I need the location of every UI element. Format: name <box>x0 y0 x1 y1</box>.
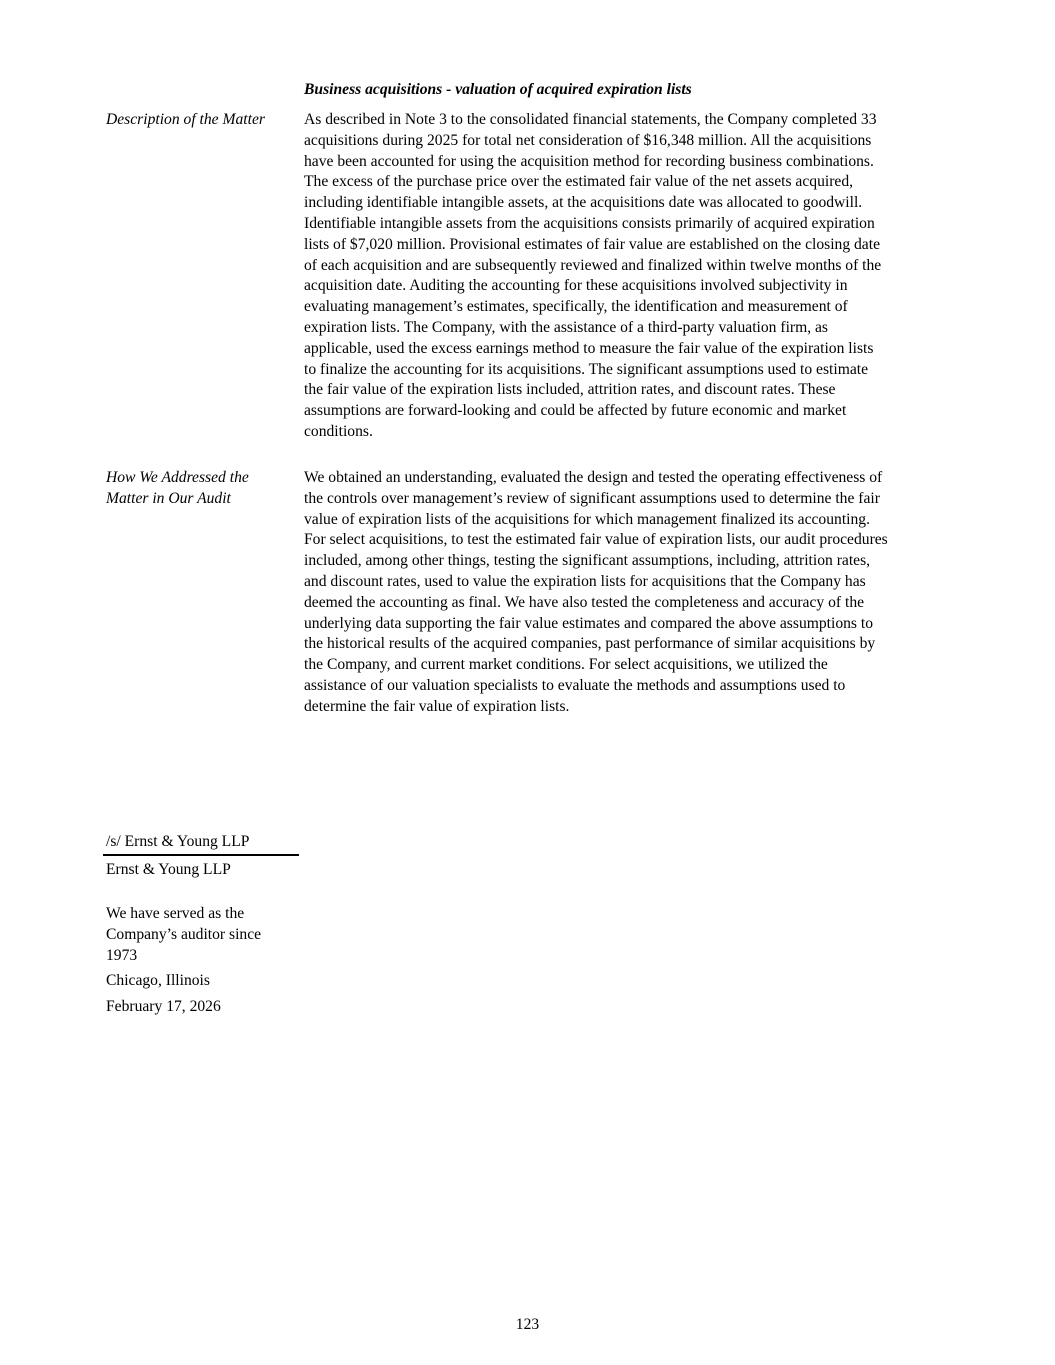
audit-response-paragraph: We obtained an understanding, evaluated the design and tested the operating effectiveness of the controls over management’s review of significant assumptions used to determine the fair value of expiration lists of the acquisitions for which management finalized its accounting. For select acquisitions, to test the estimated fair value of expiration lists, our audit procedures included, among other things, testing the significant assumptions, including, attrition rates, and discount rates, used to value the expiration lists for acquisitions that the Company has deemed the accounting as final. We have also tested the completeness and accuracy of the underlying data supporting the fair value estimates and compared the above assumptions to the historical results of the acquired companies, past performance of similar acquisitions by the Company, and current market conditions. For select acquisitions, we utilized the assistance of our valuation specialists to evaluate the methods and assumptions used to determine the fair value of expiration lists. <box>304 469 888 715</box>
signature-block <box>103 832 299 881</box>
firm-name: Ernst & Young LLP <box>106 861 231 878</box>
audit-response-label: How We Addressed the Matter in Our Audit <box>106 469 249 507</box>
description-paragraph: As described in Note 3 to the consolidated financial statements, the Company completed 33 acquisitions during 2025 for total net consideration of $16,348 million. All the acquisitions have been accounted for using the acquisition method for recording business combinations. The excess of the purchase price over the estimated fair value of the net assets acquired, including identifiable intangible assets, at the acquisitions date was allocated to goodwill. Identifiable intangible assets from the acquisitions consists primarily of acquired expiration lists of $7,020 million. Provisional estimates of fair value are established on the closing date of each acquisition and are subsequently reviewed and finalized within twelve months of the acquisition date. Auditing the accounting for these acquisitions involved subjectivity in evaluating management’s estimates, specifically, the identification and measurement of expiration lists. The Company, with the assistance of a third-party valuation firm, as applicable, used the excess earnings method to measure the fair value of the expiration lists to finalize the accounting for its acquisitions. The significant assumptions used to estimate the fair value of the expiration lists included, attrition rates, and discount rates. These assumptions are forward-looking and could be affected by future economic and market conditions. <box>304 111 882 440</box>
page-number: 123 <box>515 1316 540 1333</box>
description-label: Description of the Matter <box>106 111 265 128</box>
signature-date: February 17, 2026 <box>106 998 221 1015</box>
signature-location: Chicago, Illinois <box>106 972 210 989</box>
signature-line: /s/ Ernst & Young LLP <box>103 832 299 856</box>
auditor-tenure: We have served as the Company’s auditor since 1973 <box>106 905 262 964</box>
section-heading: Business acquisitions - valuation of acquired expiration lists <box>304 81 692 98</box>
